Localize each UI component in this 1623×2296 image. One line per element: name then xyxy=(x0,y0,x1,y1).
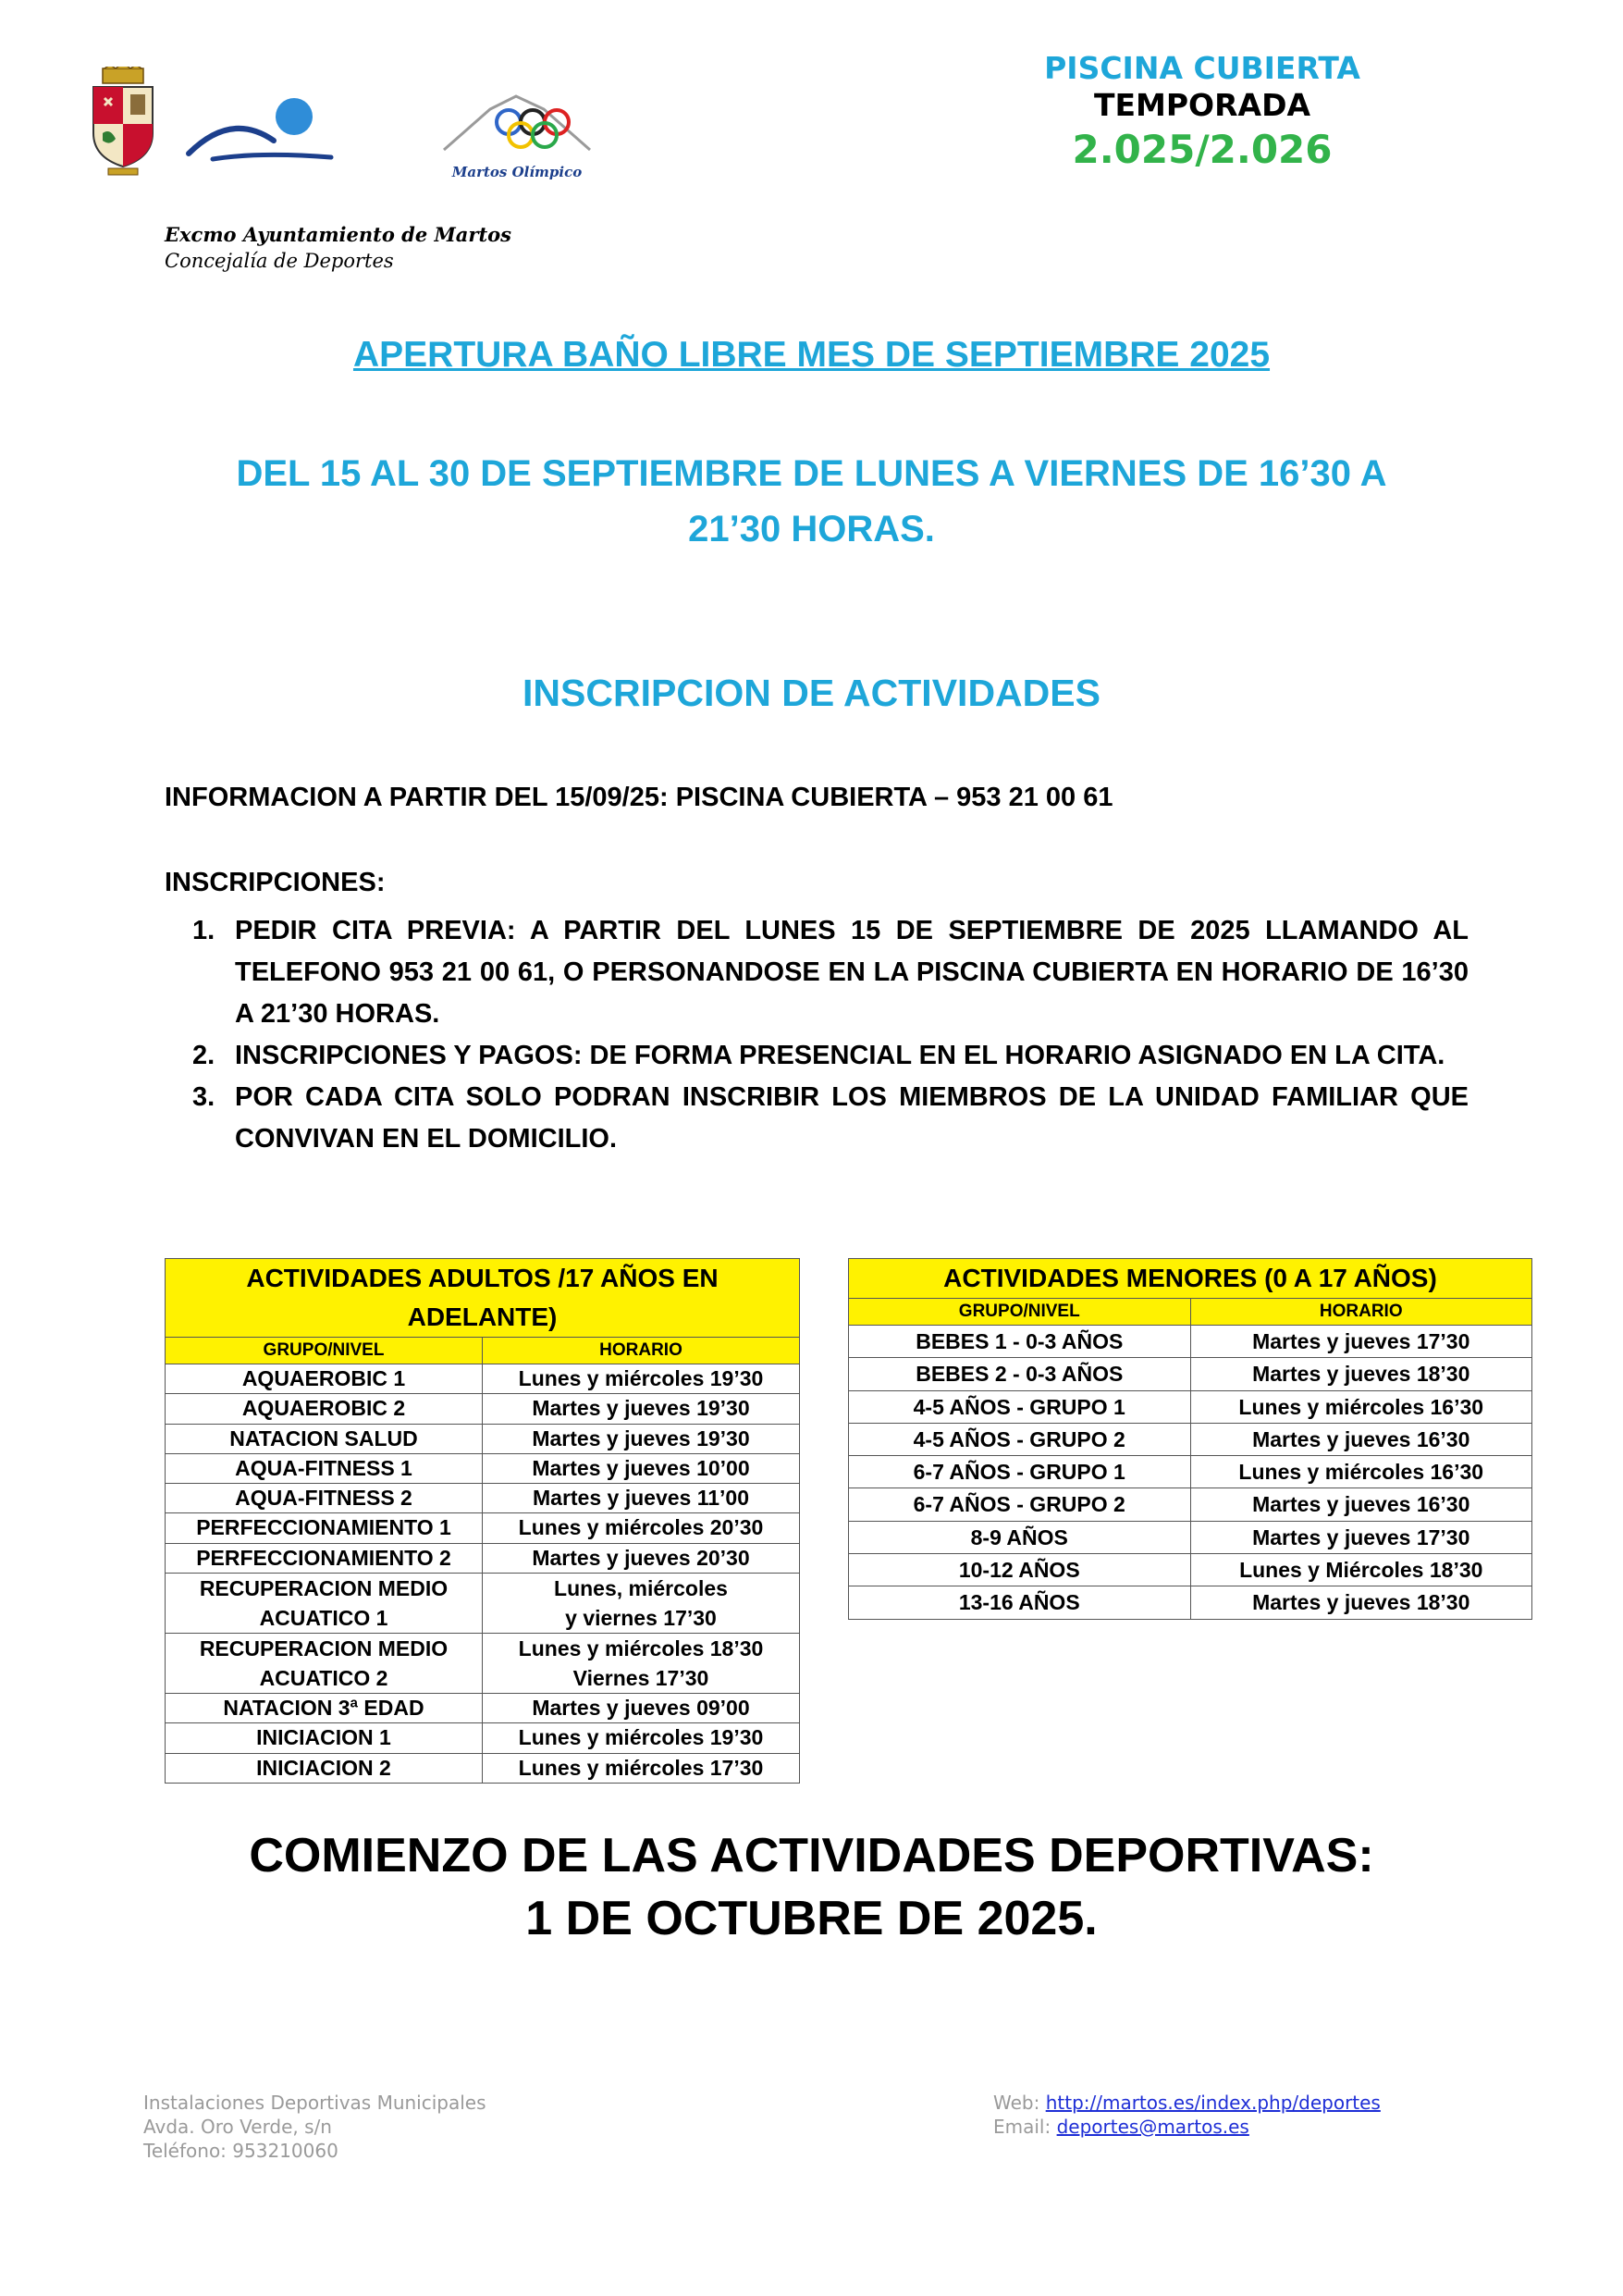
time-cell-line1: Lunes y miércoles 18’30 xyxy=(518,1636,764,1661)
table-row xyxy=(166,1394,800,1424)
season-years: 2.025/2.026 xyxy=(1072,127,1333,172)
group-cell: 4-5 AÑOS - GRUPO 2 xyxy=(849,1423,1191,1455)
group-cell: BEBES 2 - 0-3 AÑOS xyxy=(849,1358,1191,1390)
table-row xyxy=(166,1484,800,1513)
group-cell-line2: ACUATICO 2 xyxy=(259,1666,388,1691)
adult-table-title xyxy=(166,1259,800,1338)
group-cell xyxy=(166,1574,483,1634)
list-item-number: 2. xyxy=(192,1041,215,1070)
group-cell-line1: RECUPERACION MEDIO xyxy=(199,1576,449,1601)
group-cell: 6-7 AÑOS - GRUPO 1 xyxy=(849,1456,1191,1488)
list-item xyxy=(192,910,1469,1035)
table-row xyxy=(166,1424,800,1453)
group-cell-line1: RECUPERACION MEDIO xyxy=(199,1636,449,1661)
table-row xyxy=(166,1723,800,1753)
time-cell: Lunes y miércoles 17’30 xyxy=(483,1753,800,1783)
list-item xyxy=(192,1077,1469,1160)
table-row xyxy=(849,1390,1532,1423)
list-item-text: PEDIR CITA PREVIA: A PARTIR DEL LUNES 15 DE SEPTIEMBRE DE 2025 LLAMANDO AL TELEFONO 953 21 00 61, O PERSONANDOSE EN LA PISCINA CUBIERTA EN HORARIO DE 16’30 A 21’30 HORAS. xyxy=(235,916,1469,1029)
group-cell: PERFECCIONAMIENTO 2 xyxy=(166,1543,483,1573)
group-cell: 10-12 AÑOS xyxy=(849,1554,1191,1586)
opening-dates-line1: DEL 15 AL 30 DE SEPTIEMBRE DE LUNES A VIERNES DE 16’30 A xyxy=(236,453,1387,494)
footer-facility: Instalaciones Deportivas Municipales xyxy=(143,2092,486,2114)
table-title-row xyxy=(166,1259,800,1338)
time-cell: Lunes y miércoles 19’30 xyxy=(483,1364,800,1394)
group-cell xyxy=(166,1634,483,1694)
table-row xyxy=(849,1358,1532,1390)
table-row xyxy=(166,1574,800,1634)
time-cell: Lunes y Miércoles 18’30 xyxy=(1190,1554,1532,1586)
group-cell: INICIACION 1 xyxy=(166,1723,483,1753)
time-cell: Martes y jueves 16’30 xyxy=(1190,1488,1532,1521)
group-cell: 4-5 AÑOS - GRUPO 1 xyxy=(849,1390,1191,1423)
olympic-logo-text: Martos Olímpico xyxy=(451,164,583,180)
footer-web xyxy=(993,2091,1381,2115)
time-cell: Lunes y miércoles 16’30 xyxy=(1190,1390,1532,1423)
time-cell: Martes y jueves 10’00 xyxy=(483,1453,800,1483)
minor-table-title: ACTIVIDADES MENORES (0 A 17 AÑOS) xyxy=(849,1259,1532,1299)
adult-activities-table xyxy=(165,1258,800,1784)
time-cell: Martes y jueves 18’30 xyxy=(1190,1586,1532,1619)
council-name xyxy=(165,222,511,274)
group-cell: NATACION SALUD xyxy=(166,1424,483,1453)
list-item xyxy=(192,1035,1469,1077)
footer-phone: Teléfono: 953210060 xyxy=(143,2140,338,2162)
group-cell: AQUAEROBIC 1 xyxy=(166,1364,483,1394)
time-cell: Martes y jueves 17’30 xyxy=(1190,1521,1532,1553)
time-cell: Martes y jueves 19’30 xyxy=(483,1394,800,1424)
table-title-row xyxy=(849,1259,1532,1299)
time-cell: Lunes y miércoles 19’30 xyxy=(483,1723,800,1753)
table-row xyxy=(849,1326,1532,1358)
opening-title: APERTURA BAÑO LIBRE MES DE SEPTIEMBRE 2025 xyxy=(352,335,1271,375)
column-header-group: GRUPO/NIVEL xyxy=(166,1338,483,1364)
season-header xyxy=(1003,50,1401,176)
time-cell-line2: y viernes 17’30 xyxy=(565,1606,717,1631)
column-header-time: HORARIO xyxy=(483,1338,800,1364)
group-cell: BEBES 1 - 0-3 AÑOS xyxy=(849,1326,1191,1358)
time-cell: Martes y jueves 09’00 xyxy=(483,1694,800,1723)
column-header-group: GRUPO/NIVEL xyxy=(849,1299,1191,1326)
group-cell: 8-9 AÑOS xyxy=(849,1521,1191,1553)
group-cell: NATACION 3ª EDAD xyxy=(166,1694,483,1723)
footer-street: Avda. Oro Verde, s/n xyxy=(143,2116,332,2138)
table-row xyxy=(849,1488,1532,1521)
table-row xyxy=(166,1453,800,1483)
table-row xyxy=(849,1586,1532,1619)
time-cell: Martes y jueves 17’30 xyxy=(1190,1326,1532,1358)
olympic-rings-icon xyxy=(435,85,599,159)
table-row xyxy=(849,1423,1532,1455)
time-cell: Lunes y miércoles 16’30 xyxy=(1190,1456,1532,1488)
time-cell: Lunes y miércoles 20’30 xyxy=(483,1513,800,1543)
martos-coat-of-arms-logo xyxy=(90,67,156,178)
time-cell: Martes y jueves 16’30 xyxy=(1190,1423,1532,1455)
season-pool-name: PISCINA CUBIERTA xyxy=(1044,50,1360,86)
footer-email-label: Email: xyxy=(993,2116,1057,2138)
time-cell xyxy=(483,1574,800,1634)
web-link[interactable]: http://martos.es/index.php/deportes xyxy=(1045,2092,1381,2114)
martos-olimpico-logo xyxy=(435,85,599,187)
list-item-number: 3. xyxy=(192,1082,215,1112)
adult-table-title-line1: ACTIVIDADES ADULTOS /17 AÑOS EN xyxy=(246,1264,719,1292)
minor-activities-table xyxy=(848,1258,1532,1620)
opening-dates xyxy=(185,446,1438,557)
council-department: Concejalía de Deportes xyxy=(165,250,394,272)
group-cell: PERFECCIONAMIENTO 1 xyxy=(166,1513,483,1543)
list-item-text: INSCRIPCIONES Y PAGOS: DE FORMA PRESENCIAL EN EL HORARIO ASIGNADO EN LA CITA. xyxy=(235,1041,1445,1070)
opening-dates-line2: 21’30 HORAS. xyxy=(688,509,935,549)
group-cell: 6-7 AÑOS - GRUPO 2 xyxy=(849,1488,1191,1521)
table-row xyxy=(166,1753,800,1783)
table-row xyxy=(166,1513,800,1543)
group-cell: AQUA-FITNESS 2 xyxy=(166,1484,483,1513)
registration-info: INFORMACION A PARTIR DEL 15/09/25: PISCINA CUBIERTA – 953 21 00 61 xyxy=(165,783,1113,812)
list-item-text: POR CADA CITA SOLO PODRAN INSCRIBIR LOS MIEMBROS DE LA UNIDAD FAMILIAR QUE CONVIVAN EN EL DOMICILIO. xyxy=(235,1082,1469,1154)
swimmer-logo xyxy=(185,93,335,168)
registration-steps xyxy=(192,910,1469,1160)
footer-contact xyxy=(993,2091,1381,2139)
group-cell-line2: ACUATICO 1 xyxy=(259,1606,388,1631)
table-row xyxy=(166,1364,800,1394)
group-cell: 13-16 AÑOS xyxy=(849,1586,1191,1619)
time-cell-line1: Lunes, miércoles xyxy=(554,1576,728,1601)
activities-start-line1: COMIENZO DE LAS ACTIVIDADES DEPORTIVAS: xyxy=(249,1829,1374,1882)
season-label: TEMPORADA xyxy=(1093,87,1310,123)
registration-title: INSCRIPCION DE ACTIVIDADES xyxy=(523,672,1100,714)
footer-address xyxy=(143,2091,486,2163)
group-cell: AQUAEROBIC 2 xyxy=(166,1394,483,1424)
list-item-number: 1. xyxy=(192,916,215,945)
table-header-row xyxy=(166,1338,800,1364)
activities-start xyxy=(0,1824,1623,1950)
registration-list-title: INSCRIPCIONES: xyxy=(165,868,386,897)
footer-web-label: Web: xyxy=(993,2092,1046,2114)
group-cell: AQUA-FITNESS 1 xyxy=(166,1453,483,1483)
table-row xyxy=(849,1521,1532,1553)
column-header-time: HORARIO xyxy=(1190,1299,1532,1326)
table-row xyxy=(166,1634,800,1694)
table-header-row xyxy=(849,1299,1532,1326)
adult-table-title-line2: ADELANTE) xyxy=(407,1302,558,1331)
table-row xyxy=(849,1456,1532,1488)
table-row xyxy=(166,1543,800,1573)
table-row xyxy=(849,1554,1532,1586)
time-cell: Martes y jueves 19’30 xyxy=(483,1424,800,1453)
time-cell: Martes y jueves 18’30 xyxy=(1190,1358,1532,1390)
email-link[interactable]: deportes@martos.es xyxy=(1056,2116,1249,2138)
group-cell: INICIACION 2 xyxy=(166,1753,483,1783)
time-cell: Martes y jueves 11’00 xyxy=(483,1484,800,1513)
time-cell xyxy=(483,1634,800,1694)
time-cell-line2: Viernes 17’30 xyxy=(572,1666,709,1691)
time-cell: Martes y jueves 20’30 xyxy=(483,1543,800,1573)
activities-start-date: 1 DE OCTUBRE DE 2025. xyxy=(525,1892,1098,1945)
footer-email xyxy=(993,2115,1381,2139)
table-row xyxy=(166,1694,800,1723)
council-title: Excmo Ayuntamiento de Martos xyxy=(165,223,511,246)
